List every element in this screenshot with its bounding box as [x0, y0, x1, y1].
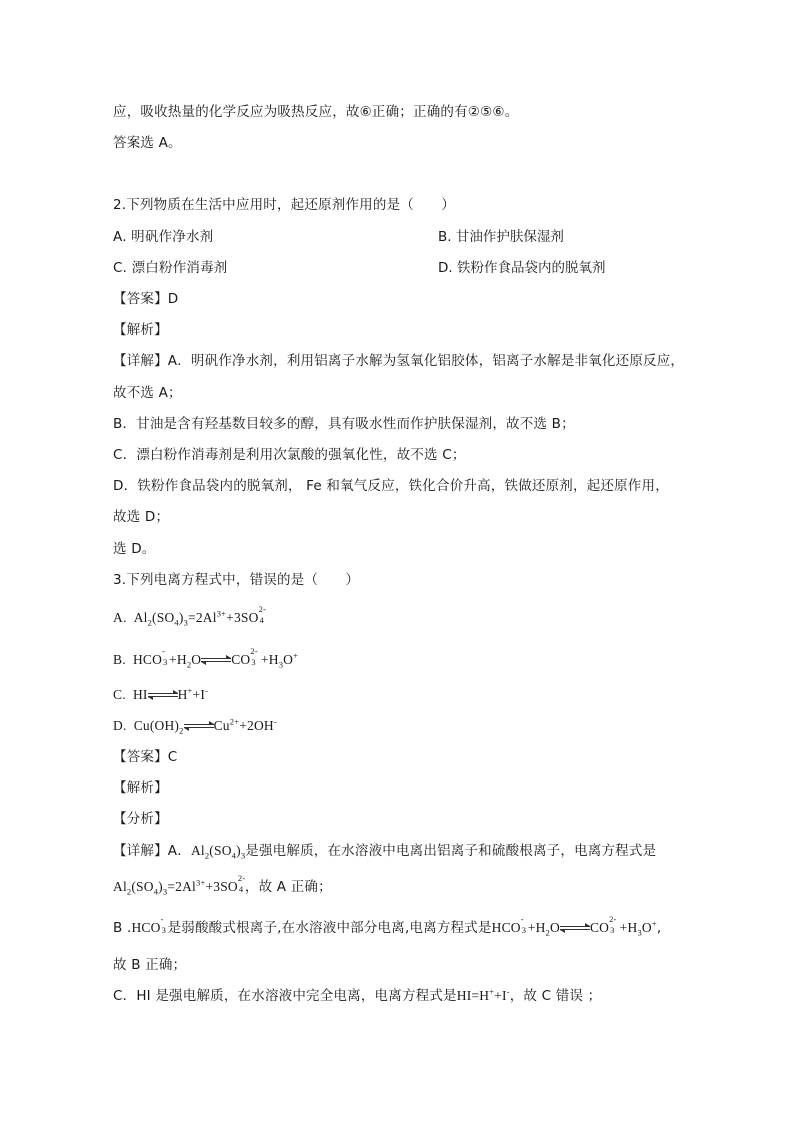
answer-label: 【答案】D [113, 291, 179, 307]
detail-line: 选 D。 [113, 541, 156, 557]
option-d: D. 铁粉作食品袋内的脱氧剂 [438, 260, 606, 276]
detail-line: 故选 D； [113, 509, 170, 525]
detail-line: C．HI 是强电解质，在水溶液中完全电离，电离方程式是HI=H++I-，故 C 错误 ； [113, 986, 602, 1004]
analysis-label: 【解析】 [113, 780, 168, 796]
reversible-arrow [148, 692, 178, 700]
text-line: 答案选 A。 [113, 135, 182, 151]
option-d-formula: D. $Cu(OH)_2$ $Cu^{2+}+2OH^-$ [113, 716, 277, 736]
detail-line: B .HCO - 3 是弱酸酸式根离子,在水溶液中部分电离,电离方程式是HCO - 3 $+H_2O$ CO 2- 3 $+H_3O^+$, [113, 914, 662, 938]
detail-line: 故 B 正确； [113, 957, 187, 973]
detail-line: D．铁粉作食品袋内的脱氧剂， Fe 和氧气反应，铁化合价升高，铁做还原剂，起还原作用， [113, 478, 669, 494]
detail-line: $Al_2(SO_4)_3=2Al^{3+}+3SO$ 2- 4 ，故 A 正确； [113, 873, 332, 897]
reversible-arrow [201, 657, 231, 665]
analysis-label: 【解析】 [113, 322, 168, 338]
analysis-sub-label: 【分析】 [113, 811, 168, 827]
option-c-formula: C. HI H++I- [113, 685, 209, 702]
text-line: 应，吸收热量的化学反应为吸热反应，故⑥正确；正确的有②⑤⑥。 [113, 104, 519, 120]
option-a: A. 明矾作净水剂 [113, 229, 214, 245]
detail-line: C．漂白粉作消毒剂是利用次氯酸的强氧化性，故不选 C； [113, 447, 466, 463]
reversible-arrow [184, 723, 214, 731]
detail-line: 故不选 A； [113, 385, 182, 401]
question-stem: 3.下列电离方程式中，错误的是（ ） [113, 572, 360, 588]
option-a-formula: A. $Al_2(SO_4)_3=2Al^{3+}+3SO$ 2- 4 [113, 604, 267, 628]
detail-line: 【详解】A．明矾作净水剂，利用铝离子水解为氢氧化铝胶体，铝离子水解是非氧化还原反应， [113, 353, 685, 369]
option-b: B. 甘油作护肤保湿剂 [438, 229, 564, 245]
answer-label: 【答案】C [113, 749, 178, 765]
option-c: C. 漂白粉作消毒剂 [113, 260, 228, 276]
reversible-arrow [560, 925, 590, 933]
option-b-formula: B. HCO - 3 $+H_2O$ CO 2- 3 $+H_3O^+$ [113, 646, 299, 670]
question-stem: 2.下列物质在生活中应用时，起还原剂作用的是（ ） [113, 197, 456, 213]
detail-line: B．甘油是含有羟基数目较多的醇，具有吸水性而作护肤保湿剂，故不选 B； [113, 416, 575, 432]
detail-line: 【详解】A．$Al_2(SO_4)_3$是强电解质，在水溶液中电离出铝离子和硫酸根离子，电离方程式是 [113, 843, 657, 861]
